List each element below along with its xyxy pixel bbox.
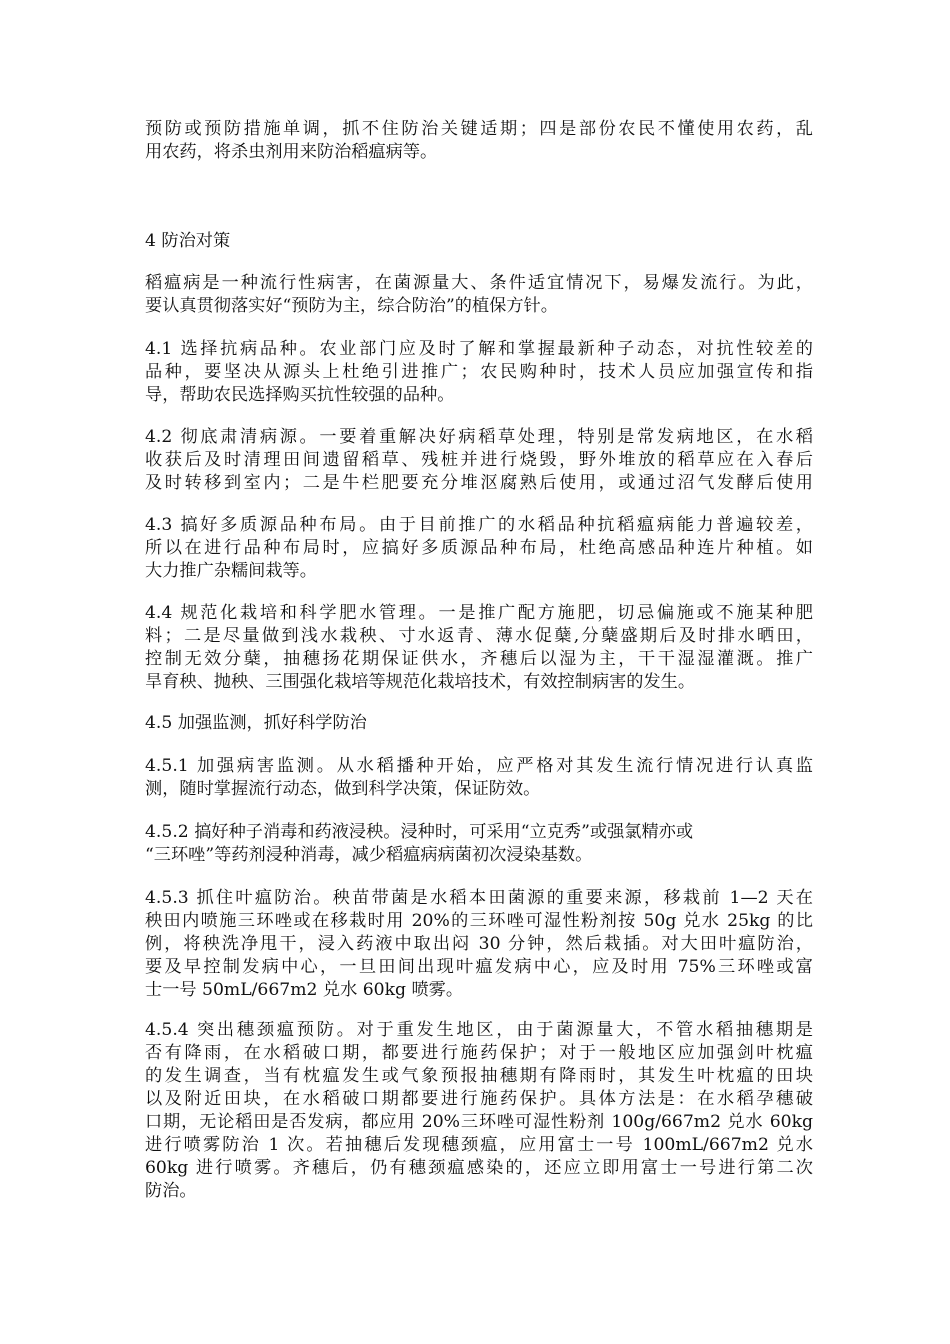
text-line: 以及附近田块，在水稻破口期都要进行施药保护。具体方法是：在水稻孕穗破: [145, 1089, 813, 1109]
text-line: 控制无效分蘖，抽穗扬花期保证供水，齐穗后以湿为主，干干湿湿灌溉。推广: [145, 649, 813, 669]
text-line: 防治。: [145, 1181, 197, 1201]
text-line: 稻瘟病是一种流行性病害，在菌源量大、条件适宜情况下，易爆发流行。为此，: [145, 273, 813, 293]
text-line: 4.5.3 抓住叶瘟防治。秧苗带菌是水稻本田菌源的重要来源，移栽前 1—2 天在: [145, 888, 813, 908]
section-heading: 4 防治对策: [145, 231, 231, 251]
text-line: 士一号 50mL/667m2 兑水 60kg 喷雾。: [145, 980, 464, 1000]
subsection-heading: 4.5 加强监测，抓好科学防治: [145, 713, 367, 733]
text-line: 导，帮助农民选择购买抗性较强的品种。: [145, 385, 455, 405]
paragraph-4-5-4: [145, 1019, 813, 1203]
text-line: 4.4 规范化栽培和科学肥水管理。一是推广配方施肥，切忌偏施或不施某种肥: [145, 603, 813, 623]
text-line: 的发生调查，当有枕瘟发生或气象预报抽穗期有降雨时，其发生叶枕瘟的田块: [145, 1066, 813, 1086]
text-line: 60kg 进行喷雾。齐穗后，仍有穗颈瘟感染的，还应立即用富士一号进行第二次: [145, 1158, 813, 1178]
text-line: “三环唑”等药剂浸种消毒，减少稻瘟病病菌初次浸染基数。: [145, 845, 593, 865]
paragraph-4-5-1: [145, 755, 813, 801]
intro-tail-paragraph: [145, 118, 813, 164]
subsection-heading-4-5: [145, 712, 813, 735]
paragraph-4-1: [145, 338, 813, 407]
text-line: 及时转移到室内；二是牛栏肥要充分堆沤腐熟后使用，或通过沼气发酵后使用: [145, 473, 813, 493]
text-line: 要及早控制发病中心，一旦田间出现叶瘟发病中心，应及时用 75%三环唑或富: [145, 957, 813, 977]
text-line: 用农药，将杀虫剂用来防治稻瘟病等。: [145, 142, 438, 162]
text-line: 4.5.2 搞好种子消毒和药液浸秧。浸种时，可采用“立克秀”或强氯精亦或: [145, 822, 694, 842]
text-line: 大力推广杂糯间栽等。: [145, 561, 317, 581]
text-line: 4.3 搞好多质源品种布局。由于目前推广的水稻品种抗稻瘟病能力普遍较差，: [145, 515, 813, 535]
text-line: 旱育秧、抛秧、三围强化栽培等规范化栽培技术，有效控制病害的发生。: [145, 672, 696, 692]
text-line: 测，随时掌握流行动态，做到科学决策，保证防效。: [145, 779, 541, 799]
paragraph-4-4: [145, 602, 813, 694]
text-line: 口期，无论稻田是否发病，都应用 20%三环唑可湿性粉剂 100g/667m2 兑水 60kg: [145, 1112, 813, 1132]
paragraph-4-5-3: [145, 887, 813, 1002]
text-line: 所以在进行品种布局时，应搞好多质源品种布局，杜绝高感品种连片种植。如: [145, 538, 813, 558]
text-line: 4.1 选择抗病品种。农业部门应及时了解和掌握最新种子动态，对抗性较差的: [145, 339, 813, 359]
text-line: 收获后及时清理田间遗留稻草、残桩并进行烧毁，野外堆放的稻草应在入春后: [145, 450, 813, 470]
text-line: 料；二是尽量做到浅水栽秧、寸水返青、薄水促蘖,分蘖盛期后及时排水晒田，: [145, 626, 813, 646]
text-line: 要认真贯彻落实好“预防为主，综合防治”的植保方针。: [145, 296, 558, 316]
paragraph-4-5-2: [145, 821, 813, 867]
paragraph-4-3: [145, 514, 813, 583]
text-line: 4.2 彻底肃清病源。一要着重解决好病稻草处理，特别是常发病地区，在水稻: [145, 427, 813, 447]
text-line: 预防或预防措施单调，抓不住防治关键适期；四是部份农民不懂使用农药，乱: [145, 119, 813, 139]
paragraph-4-2: [145, 426, 813, 495]
text-line: 4.5.1 加强病害监测。从水稻播种开始，应严格对其发生流行情况进行认真监: [145, 756, 813, 776]
text-line: 进行喷雾防治 1 次。若抽穗后发现穗颈瘟，应用富士一号 100mL/667m2 兑水: [145, 1135, 813, 1155]
text-line: 否有降雨，在水稻破口期，都要进行施药保护；对于一般地区应加强剑叶枕瘟: [145, 1043, 813, 1063]
text-line: 例，将秧洗净甩干，浸入药液中取出闷 30 分钟，然后栽插。对大田叶瘟防治，: [145, 934, 813, 954]
text-line: 4.5.4 突出穗颈瘟预防。对于重发生地区，由于菌源量大，不管水稻抽穗期是: [145, 1020, 813, 1040]
section-intro-paragraph: [145, 272, 813, 318]
section-heading-paragraph: [145, 230, 813, 253]
text-line: 秧田内喷施三环唑或在移栽时用 20%的三环唑可湿性粉剂按 50g 兑水 25kg 的比: [145, 911, 813, 931]
text-line: 品种，要坚决从源头上杜绝引进推广；农民购种时，技术人员应加强宣传和指: [145, 362, 813, 382]
